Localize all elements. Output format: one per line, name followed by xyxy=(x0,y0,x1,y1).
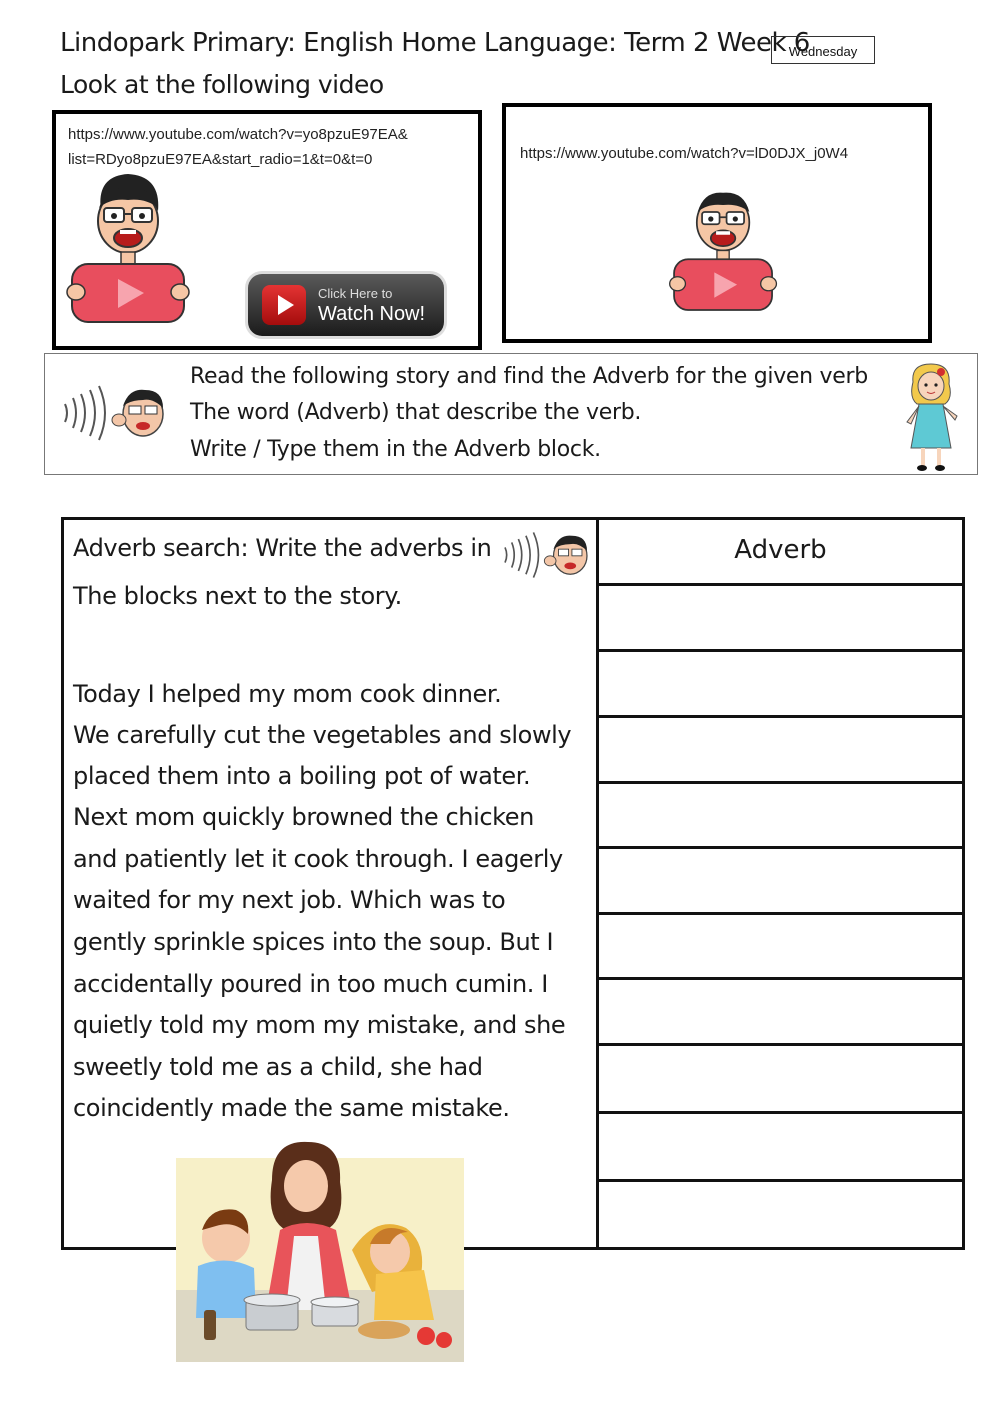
teacher-with-play-sign-icon xyxy=(666,177,781,317)
adverb-answer-field-10[interactable] xyxy=(599,1182,962,1247)
adverb-answer-field-7[interactable] xyxy=(599,980,962,1046)
girl-teacher-icon xyxy=(895,362,967,474)
instruction-line-1: Read the following story and find the Adverb for the given verb xyxy=(190,364,868,389)
instruction-line-2: The word (Adverb) that describe the verb. xyxy=(190,400,642,425)
watch-button-small-text: Click Here to xyxy=(318,286,393,301)
video-panel-1[interactable] xyxy=(52,110,482,350)
instruction-line-3: Write / Type them in the Adverb block. xyxy=(190,437,601,462)
day-field[interactable]: Wednesday xyxy=(771,36,875,64)
watch-now-button[interactable] xyxy=(248,274,444,336)
video-panel-2[interactable] xyxy=(502,103,932,343)
worksheet-heading-line-2: The blocks next to the story. xyxy=(73,582,402,610)
video-url-2[interactable]: https://www.youtube.com/watch?v=lD0DJX_j0W4 xyxy=(520,145,849,162)
adverb-answer-field-9[interactable] xyxy=(599,1114,962,1182)
audio-speaker-icon[interactable] xyxy=(500,526,592,584)
story-line: We carefully cut the vegetables and slowly xyxy=(73,721,572,749)
story-column xyxy=(64,520,599,1247)
adverb-answer-field-3[interactable] xyxy=(599,718,962,784)
teacher-with-play-sign-icon xyxy=(66,166,191,336)
story-line: sweetly told me as a child, she had xyxy=(73,1053,483,1081)
worksheet-heading-line-1: Adverb search: Write the adverbs in xyxy=(73,534,492,562)
adverb-answer-field-4[interactable] xyxy=(599,784,962,849)
story-line: coincidently made the same mistake. xyxy=(73,1094,510,1122)
story-line: placed them into a boiling pot of water. xyxy=(73,762,531,790)
page-title: Lindopark Primary: English Home Language: Term 2 Week 6 xyxy=(60,28,810,58)
video-url-1-line2[interactable]: list=RDyo8pzuE97EA&start_radio=1&t=0&t=0 xyxy=(68,151,373,168)
adverb-answer-field-5[interactable] xyxy=(599,849,962,915)
story-line: Next mom quickly browned the chicken xyxy=(73,803,534,831)
audio-speaker-icon[interactable] xyxy=(59,382,169,444)
video-url-1-line1[interactable]: https://www.youtube.com/watch?v=yo8pzuE97EA& xyxy=(68,126,408,143)
video-instruction: Look at the following video xyxy=(60,70,384,99)
play-icon xyxy=(262,285,306,325)
instructions-box xyxy=(44,353,978,475)
adverb-answer-field-8[interactable] xyxy=(599,1046,962,1114)
adverb-column-header: Adverb xyxy=(599,520,962,586)
story-line: quietly told my mom my mistake, and she xyxy=(73,1011,566,1039)
story-line: waited for my next job. Which was to xyxy=(73,886,506,914)
adverb-answer-field-2[interactable] xyxy=(599,652,962,718)
family-cooking-illustration xyxy=(176,1140,464,1362)
adverb-answer-field-6[interactable] xyxy=(599,915,962,980)
story-line: Today I helped my mom cook dinner. xyxy=(73,680,502,708)
adverb-column xyxy=(599,520,962,1247)
watch-button-label: Watch Now! xyxy=(318,303,426,325)
story-line: and patiently let it cook through. I eagerly xyxy=(73,845,563,873)
story-line: accidentally poured in too much cumin. I xyxy=(73,970,548,998)
story-line: gently sprinkle spices into the soup. But I xyxy=(73,928,554,956)
adverb-answer-field-1[interactable] xyxy=(599,586,962,652)
